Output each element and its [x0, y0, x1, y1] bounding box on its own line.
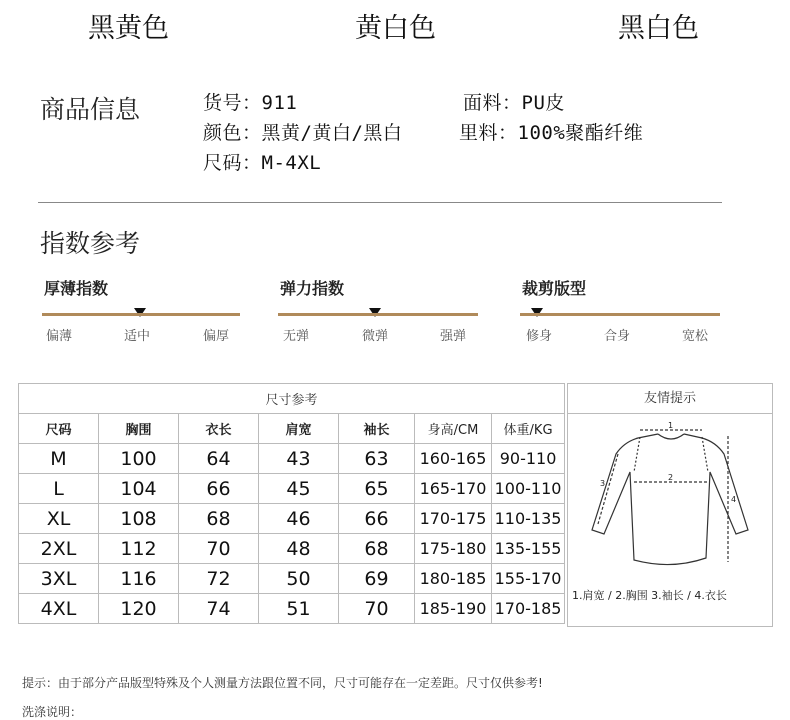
cell-shoulder: 43 — [259, 444, 339, 474]
cell-size: 3XL — [19, 564, 99, 594]
cell-weight: 170-185 — [492, 594, 565, 624]
thickness-index-title: 厚薄指数 — [44, 279, 109, 298]
cell-size: 2XL — [19, 534, 99, 564]
tips-title: 友情提示 — [568, 384, 772, 414]
elasticity-index-title: 弹力指数 — [280, 279, 345, 298]
fabric: 面料：PU皮 — [463, 92, 565, 114]
color-name-yellow-white: 黄白色 — [355, 13, 436, 44]
cell-height: 170-175 — [415, 504, 492, 534]
cell-shoulder: 45 — [259, 474, 339, 504]
cell-weight: 100-110 — [492, 474, 565, 504]
colors-available: 颜色：黑黄/黄白/黑白 — [203, 122, 403, 144]
elasticity-label-none: 无弹 — [283, 329, 310, 344]
cell-chest: 112 — [99, 534, 179, 564]
elasticity-index-bar — [278, 313, 478, 316]
diagram-mark-1: 1 — [668, 421, 674, 430]
color-name-black-yellow: 黑黄色 — [88, 13, 169, 44]
divider — [38, 202, 722, 203]
elasticity-label-strong: 强弹 — [440, 329, 467, 344]
cell-height: 185-190 — [415, 594, 492, 624]
cell-size: M — [19, 444, 99, 474]
index-reference-title: 指数参考 — [40, 229, 141, 258]
elasticity-label-slight: 微弹 — [362, 329, 389, 344]
fit-label-regular: 合身 — [604, 329, 631, 344]
cell-sleeve: 66 — [339, 504, 415, 534]
header-weight: 体重/KG — [492, 414, 565, 444]
cell-size: XL — [19, 504, 99, 534]
cell-weight: 135-155 — [492, 534, 565, 564]
cell-length: 66 — [179, 474, 259, 504]
cell-length: 74 — [179, 594, 259, 624]
cell-shoulder: 51 — [259, 594, 339, 624]
size-disclaimer: 提示：由于部分产品版型特殊及个人测量方法跟位置不同，尺寸可能存在一定差距。尺寸仅供参考! — [22, 676, 543, 690]
cell-chest: 108 — [99, 504, 179, 534]
table-row — [19, 564, 565, 594]
cell-shoulder: 46 — [259, 504, 339, 534]
cell-weight: 155-170 — [492, 564, 565, 594]
lining: 里料：100%聚酯纤维 — [459, 122, 644, 144]
fit-label-loose: 宽松 — [682, 329, 709, 344]
cell-chest: 120 — [99, 594, 179, 624]
diagram-mark-2: 2 — [668, 473, 674, 482]
garment-diagram — [578, 420, 764, 580]
product-info-title: 商品信息 — [40, 95, 141, 124]
cell-sleeve: 69 — [339, 564, 415, 594]
header-sleeve: 袖长 — [339, 414, 415, 444]
table-row — [19, 594, 565, 624]
cell-length: 68 — [179, 504, 259, 534]
cell-chest: 100 — [99, 444, 179, 474]
item-number: 货号：911 — [203, 92, 298, 114]
cell-height: 165-170 — [415, 474, 492, 504]
thickness-index-bar — [42, 313, 240, 316]
table-row — [19, 444, 565, 474]
tips-box — [567, 383, 773, 627]
size-table-caption: 尺寸参考 — [19, 384, 565, 414]
cell-size: 4XL — [19, 594, 99, 624]
cell-chest: 104 — [99, 474, 179, 504]
thickness-label-thick: 偏厚 — [203, 329, 230, 344]
cell-length: 64 — [179, 444, 259, 474]
size-reference-table — [18, 383, 565, 624]
table-row — [19, 504, 565, 534]
cell-shoulder: 48 — [259, 534, 339, 564]
size-range: 尺码：M-4XL — [203, 152, 322, 174]
cell-weight: 90-110 — [492, 444, 565, 474]
cell-chest: 116 — [99, 564, 179, 594]
thickness-label-medium: 适中 — [124, 329, 151, 344]
fit-label-slim: 修身 — [526, 329, 553, 344]
thickness-label-thin: 偏薄 — [46, 329, 73, 344]
cell-height: 180-185 — [415, 564, 492, 594]
cell-height: 175-180 — [415, 534, 492, 564]
diagram-mark-3: 3 — [600, 479, 606, 488]
header-size: 尺码 — [19, 414, 99, 444]
table-row — [19, 474, 565, 504]
wash-instructions-label: 洗涤说明： — [22, 705, 83, 719]
cell-sleeve: 70 — [339, 594, 415, 624]
cell-size: L — [19, 474, 99, 504]
header-length: 衣长 — [179, 414, 259, 444]
fit-type-bar — [520, 313, 720, 316]
cell-length: 70 — [179, 534, 259, 564]
color-name-black-white: 黑白色 — [618, 13, 699, 44]
cell-sleeve: 65 — [339, 474, 415, 504]
cell-shoulder: 50 — [259, 564, 339, 594]
cell-sleeve: 63 — [339, 444, 415, 474]
table-row — [19, 534, 565, 564]
diagram-legend: 1.肩宽 / 2.胸围 3.袖长 / 4.衣长 — [572, 589, 727, 602]
cell-height: 160-165 — [415, 444, 492, 474]
cell-weight: 110-135 — [492, 504, 565, 534]
diagram-mark-4: 4 — [731, 495, 737, 504]
header-chest: 胸围 — [99, 414, 179, 444]
fit-type-title: 裁剪版型 — [522, 279, 587, 298]
header-height: 身高/CM — [415, 414, 492, 444]
cell-length: 72 — [179, 564, 259, 594]
cell-sleeve: 68 — [339, 534, 415, 564]
header-shoulder: 肩宽 — [259, 414, 339, 444]
